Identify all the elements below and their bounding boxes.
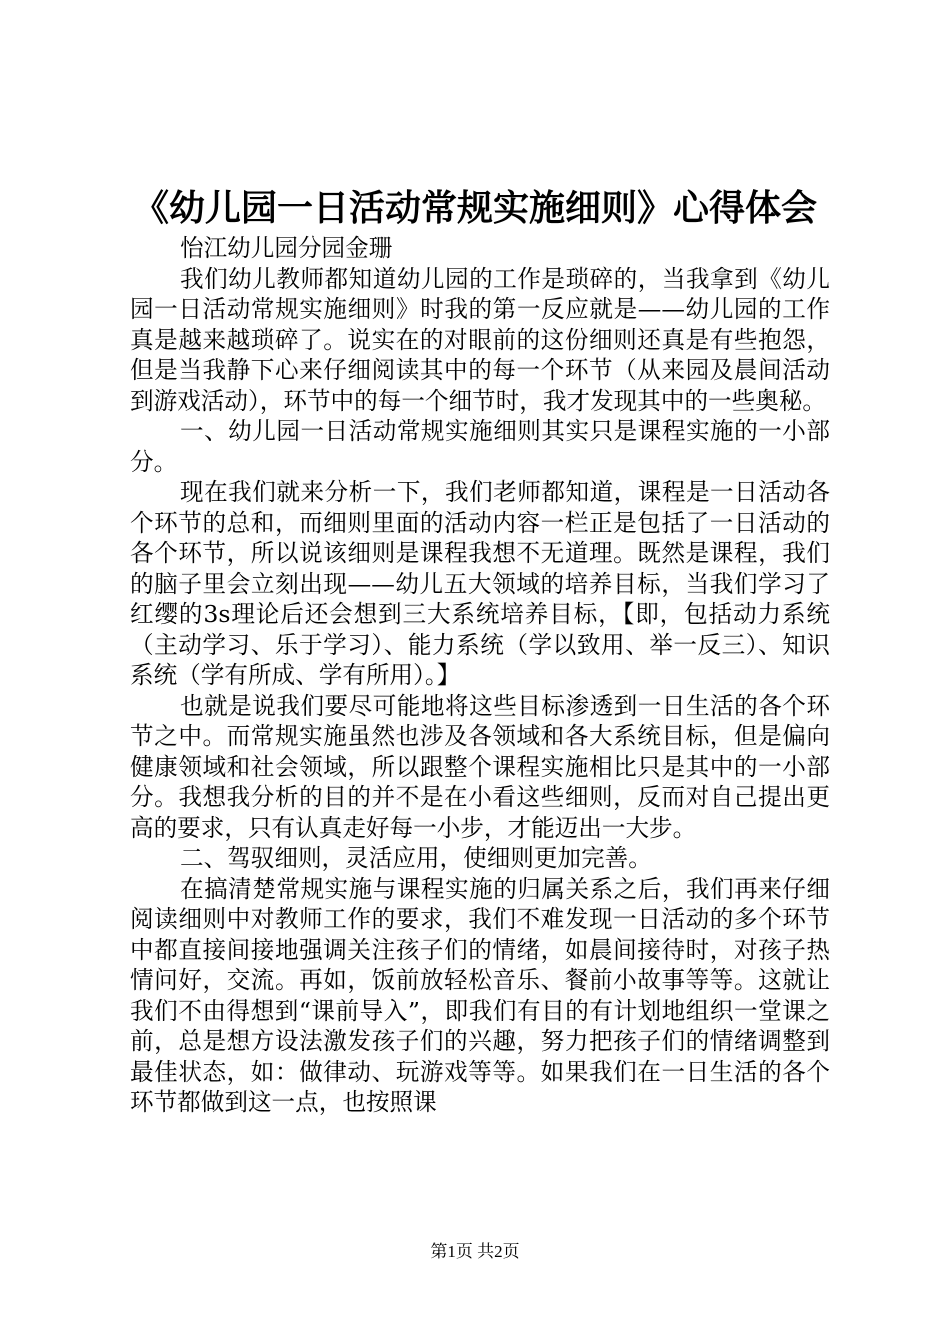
body-paragraph: 现在我们就来分析一下，我们老师都知道，课程是一日活动各个环节的总和，而细则里面的活动内容一栏正是包括了一日活动的各个环节，所以说该细则是课程我想不无道理。既然是课程，我们的脑子里会立刻出现——幼儿五大领域的培养目标，当我们学习了红缨的3s理论后还会想到三大系统培养目标，【即，包括动力系统（主动学习、乐于学习）、能力系统（学以致用、举一反三）、知识系统（学有所成、学有所用）。】 xyxy=(130,478,830,689)
document-title: 《幼儿园一日活动常规实施细则》心得体会 xyxy=(132,187,817,229)
section-heading: 一、幼儿园一日活动常规实施细则其实只是课程实施的一小部分。 xyxy=(130,417,830,476)
body-paragraph: 我们幼儿教师都知道幼儿园的工作是琐碎的，当我拿到《幼儿园一日活动常规实施细则》时我的第一反应就是——幼儿园的工作真是越来越琐碎了。说实在的对眼前的这份细则还真是有些抱怨，但是当我静下心来仔细阅读其中的每一个环节（从来园及晨间活动到游戏活动），环节中的每一个细节时，我才发现其中的一些奥秘。 xyxy=(130,264,830,415)
document-body xyxy=(130,233,830,1118)
author-line: 怡江幼儿园分园金珊 xyxy=(180,234,393,262)
section-heading: 二、驾驭细则，灵活应用，使细则更加完善。 xyxy=(180,844,652,872)
body-paragraph: 也就是说我们要尽可能地将这些目标渗透到一日生活的各个环节之中。而常规实施虽然也涉及各领域和各大系统目标，但是偏向健康领域和社会领域，所以跟整个课程实施相比只是其中的一小部分。我想我分析的目的并不是在小看这些细则，反而对自己提出更高的要求，只有认真走好每一小步，才能迈出一大步。 xyxy=(130,691,830,842)
body-paragraph: 在搞清楚常规实施与课程实施的归属关系之后，我们再来仔细阅读细则中对教师工作的要求，我们不难发现一日活动的多个环节中都直接间接地强调关注孩子们的情绪，如晨间接待时，对孩子热情问好，交流。再如，饭前放轻松音乐、餐前小故事等等。这就让我们不由得想到“课前导入”，即我们有目的有计划地组织一堂课之前，总是想方设法激发孩子们的兴趣，努力把孩子们的情绪调整到最佳状态，如：做律动、玩游戏等等。如果我们在一日生活的各个环节都做到这一点，也按照课 xyxy=(130,874,830,1116)
page-footer: 第1页 共2页 xyxy=(430,1242,520,1261)
